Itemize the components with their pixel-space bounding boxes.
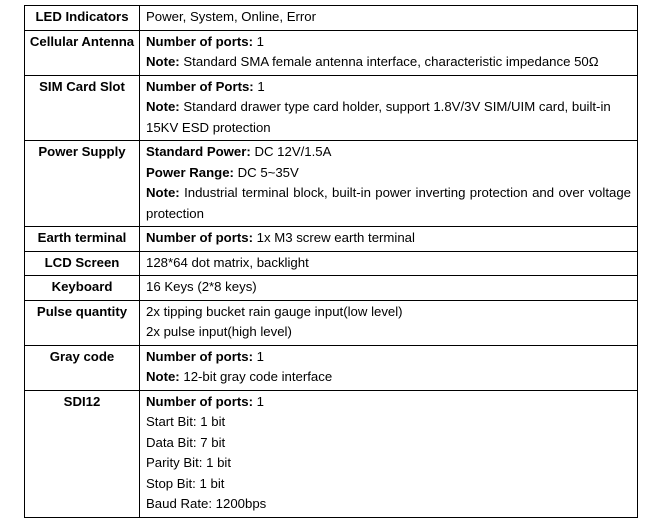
value-text: 1x M3 screw earth terminal xyxy=(252,230,415,245)
value-text: Industrial terminal block, built-in power inverting protection and over voltage protection xyxy=(146,185,631,221)
value-line xyxy=(146,322,631,343)
value-text: 1 xyxy=(252,33,264,49)
value-line xyxy=(146,77,631,98)
value-line xyxy=(146,494,631,515)
value-key: Number of ports: xyxy=(146,230,253,245)
value-line xyxy=(146,228,631,249)
row-label: LED Indicators xyxy=(25,6,140,31)
table-row xyxy=(25,300,638,345)
value-text: Parity Bit: 1 bit xyxy=(146,455,232,470)
value-line xyxy=(146,277,631,298)
value-line xyxy=(146,142,631,163)
value-text: Standard SMA female antenna interface, characteristic impedance 50Ω xyxy=(179,54,599,69)
value-text: Data Bit: 7 bit xyxy=(146,434,226,450)
value-line xyxy=(146,183,631,224)
row-value xyxy=(140,276,638,301)
row-value xyxy=(140,251,638,276)
value-key: Number of Ports: xyxy=(146,78,254,94)
row-label: Power Supply xyxy=(25,141,140,227)
value-text: 128*64 dot matrix, backlight xyxy=(146,254,309,270)
row-label: SIM Card Slot xyxy=(25,75,140,141)
row-value xyxy=(140,141,638,227)
value-line xyxy=(146,163,631,184)
value-key: Number of ports: xyxy=(146,348,253,364)
value-line xyxy=(146,412,631,433)
value-key: Note: xyxy=(146,99,180,114)
table-row xyxy=(25,75,638,141)
value-key: Note: xyxy=(146,369,180,384)
value-text: 2x tipping bucket rain gauge input(low level) xyxy=(146,303,403,319)
row-value xyxy=(140,300,638,345)
value-line xyxy=(146,453,631,474)
row-label: Gray code xyxy=(25,345,140,390)
value-line xyxy=(146,367,631,388)
value-line xyxy=(146,253,631,274)
value-line xyxy=(146,302,631,323)
value-key: Note: xyxy=(146,54,180,69)
table-row xyxy=(25,30,638,75)
row-label: Cellular Antenna xyxy=(25,30,140,75)
value-text: 1 xyxy=(253,78,265,94)
value-line xyxy=(146,347,631,368)
value-key: Standard Power: xyxy=(146,144,251,159)
row-value xyxy=(140,75,638,141)
row-label: Keyboard xyxy=(25,276,140,301)
row-value xyxy=(140,390,638,517)
value-text: Standard drawer type card holder, support 1.8V/3V SIM/UIM card, built-in 15KV ESD protection xyxy=(146,99,611,135)
value-line xyxy=(146,32,631,53)
spec-table-body xyxy=(25,6,638,518)
value-text: DC 5~35V xyxy=(233,164,299,180)
value-line xyxy=(146,433,631,454)
value-text: 1 xyxy=(252,393,264,409)
row-label: Pulse quantity xyxy=(25,300,140,345)
row-value xyxy=(140,6,638,31)
value-line xyxy=(146,97,631,138)
row-value xyxy=(140,30,638,75)
value-key: Number of ports: xyxy=(146,393,253,409)
value-text: Start Bit: 1 bit xyxy=(146,414,226,429)
table-row xyxy=(25,251,638,276)
row-label: LCD Screen xyxy=(25,251,140,276)
row-label: SDI12 xyxy=(25,390,140,517)
table-row xyxy=(25,6,638,31)
value-text: 12-bit gray code interface xyxy=(179,369,333,384)
row-value xyxy=(140,345,638,390)
value-line xyxy=(146,7,631,28)
row-label: Earth terminal xyxy=(25,227,140,252)
value-text: 1 xyxy=(252,348,264,364)
value-key: Note: xyxy=(146,185,180,200)
value-text: 16 Keys (2*8 keys) xyxy=(146,279,257,294)
row-value xyxy=(140,227,638,252)
table-row xyxy=(25,227,638,252)
value-line xyxy=(146,52,631,73)
value-text: Baud Rate: 1200bps xyxy=(146,496,267,511)
value-key: Power Range: xyxy=(146,164,234,180)
value-text: 2x pulse input(high level) xyxy=(146,324,292,339)
value-text: Stop Bit: 1 bit xyxy=(146,475,225,491)
spec-table xyxy=(24,5,638,518)
value-text: Power, System, Online, Error xyxy=(146,9,317,24)
value-text: DC 12V/1.5A xyxy=(250,144,332,159)
value-line xyxy=(146,474,631,495)
value-key: Number of ports: xyxy=(146,33,253,49)
table-row xyxy=(25,390,638,517)
table-row xyxy=(25,141,638,227)
value-line xyxy=(146,392,631,413)
table-row xyxy=(25,345,638,390)
table-row xyxy=(25,276,638,301)
